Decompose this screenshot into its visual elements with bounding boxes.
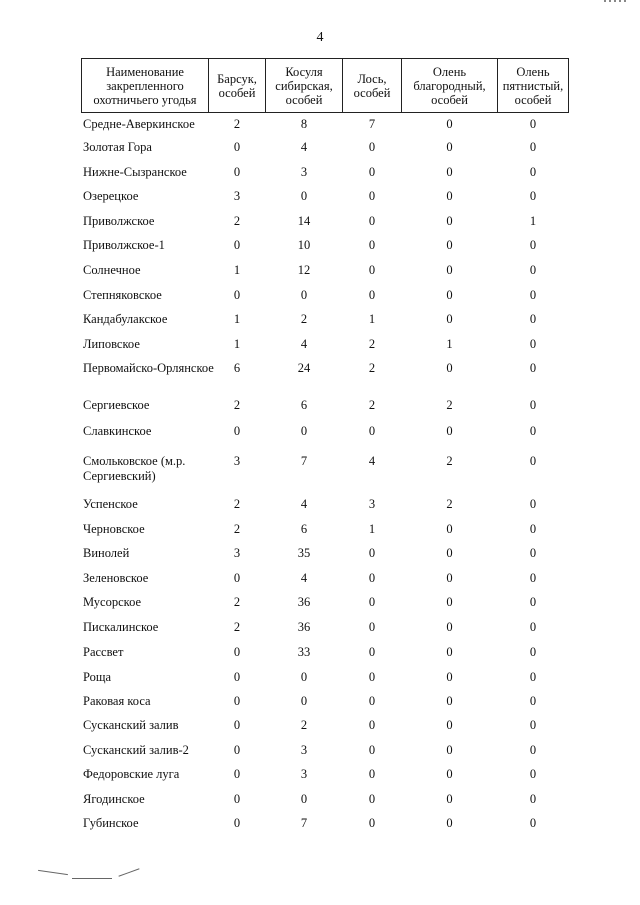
count-cell: 0 [233, 718, 241, 732]
scan-artifact-bottom [118, 868, 139, 876]
count-cell: 0 [446, 189, 453, 203]
count-cell: 0 [446, 645, 453, 659]
count-cell: 0 [529, 238, 537, 252]
header-badger: Барсук, особей [208, 58, 266, 113]
hunting-ground-name: Степняковское [83, 288, 162, 302]
count-cell: 3 [368, 497, 376, 511]
count-cell: 0 [529, 522, 537, 536]
count-cell: 0 [446, 312, 453, 326]
hunting-ground-name: Мусорское [83, 595, 142, 609]
count-cell: 0 [368, 165, 376, 179]
count-cell: 4 [300, 337, 308, 351]
count-cell: 0 [446, 571, 453, 585]
count-cell: 4 [300, 571, 308, 585]
hunting-ground-name: Смольковское (м.р. Сергиевский) [83, 454, 186, 483]
scan-artifact-bottom [38, 870, 68, 875]
count-cell: 0 [368, 288, 376, 302]
hunting-ground-name: Липовское [83, 337, 140, 351]
count-cell: 0 [368, 140, 376, 154]
hunting-ground-name: Сусканский залив-2 [83, 743, 189, 757]
count-cell: 0 [529, 165, 537, 179]
count-cell: 0 [529, 454, 537, 468]
count-cell: 0 [368, 424, 376, 438]
count-cell: 0 [300, 670, 308, 684]
count-cell: 0 [529, 117, 537, 131]
count-cell: 0 [446, 288, 453, 302]
count-cell: 0 [446, 670, 453, 684]
count-cell: 0 [529, 337, 537, 351]
count-cell: 0 [446, 117, 453, 131]
hunting-ground-name: Роща [83, 670, 112, 684]
hunting-ground-name: Винолей [83, 546, 130, 560]
count-cell: 0 [233, 767, 241, 781]
count-cell: 10 [297, 238, 311, 252]
count-cell: 1 [368, 312, 376, 326]
count-cell: 0 [529, 620, 537, 634]
count-cell: 0 [529, 645, 537, 659]
count-cell: 0 [446, 816, 453, 830]
count-cell: 3 [300, 767, 308, 781]
hunting-ground-name: Сусканский залив [83, 718, 179, 732]
hunting-ground-name: Кандабулакское [83, 312, 168, 326]
count-cell: 6 [300, 522, 308, 536]
header-sika-deer: Олень пятнистый, особей [497, 58, 569, 113]
count-cell: 2 [233, 214, 241, 228]
hunting-ground-name: Приволжское [83, 214, 155, 228]
hunting-ground-name: Солнечное [83, 263, 141, 277]
count-cell: 0 [233, 816, 241, 830]
count-cell: 0 [446, 743, 453, 757]
count-cell: 0 [368, 238, 376, 252]
count-cell: 0 [368, 792, 376, 806]
count-cell: 4 [368, 454, 376, 468]
hunting-ground-name: Приволжское-1 [83, 238, 165, 252]
count-cell: 0 [529, 398, 537, 412]
hunting-ground-name: Сергиевское [83, 398, 150, 412]
hunting-ground-name: Славкинское [83, 424, 152, 438]
header-elk: Лось, особей [342, 58, 402, 113]
count-cell: 0 [233, 670, 241, 684]
count-cell: 36 [297, 595, 311, 609]
count-cell: 0 [529, 497, 537, 511]
count-cell: 0 [233, 238, 241, 252]
count-cell: 0 [446, 263, 453, 277]
count-cell: 2 [300, 718, 308, 732]
count-cell: 2 [233, 398, 241, 412]
count-cell: 4 [300, 140, 308, 154]
count-cell: 2 [446, 398, 453, 412]
count-cell: 0 [368, 645, 376, 659]
count-cell: 0 [233, 165, 241, 179]
count-cell: 1 [233, 263, 241, 277]
count-cell: 0 [529, 546, 537, 560]
count-cell: 0 [446, 424, 453, 438]
count-cell: 2 [368, 361, 376, 375]
count-cell: 24 [297, 361, 311, 375]
table-row [0, 454, 640, 490]
count-cell: 0 [233, 288, 241, 302]
count-cell: 14 [297, 214, 311, 228]
count-cell: 0 [529, 743, 537, 757]
header-red-deer: Олень благородный, особей [401, 58, 498, 113]
count-cell: 7 [368, 117, 376, 131]
count-cell: 0 [446, 694, 453, 708]
count-cell: 6 [233, 361, 241, 375]
hunting-ground-name: Федоровские луга [83, 767, 180, 781]
count-cell: 7 [300, 816, 308, 830]
count-cell: 0 [529, 361, 537, 375]
count-cell: 8 [300, 117, 308, 131]
count-cell: 0 [300, 424, 308, 438]
count-cell: 0 [446, 165, 453, 179]
count-cell: 0 [529, 288, 537, 302]
count-cell: 0 [446, 718, 453, 732]
count-cell: 0 [368, 546, 376, 560]
count-cell: 3 [233, 189, 241, 203]
count-cell: 3 [233, 546, 241, 560]
count-cell: 0 [446, 546, 453, 560]
count-cell: 0 [368, 670, 376, 684]
count-cell: 0 [300, 694, 308, 708]
count-cell: 3 [233, 454, 241, 468]
count-cell: 0 [529, 571, 537, 585]
count-cell: 1 [368, 522, 376, 536]
count-cell: 6 [300, 398, 308, 412]
count-cell: 12 [297, 263, 311, 277]
hunting-ground-name: Успенское [83, 497, 138, 511]
count-cell: 0 [368, 595, 376, 609]
hunting-ground-name: Черновское [83, 522, 145, 536]
count-cell: 0 [233, 424, 241, 438]
count-cell: 33 [297, 645, 311, 659]
count-cell: 0 [233, 743, 241, 757]
count-cell: 2 [233, 522, 241, 536]
count-cell: 1 [529, 214, 537, 228]
count-cell: 0 [529, 312, 537, 326]
count-cell: 0 [368, 743, 376, 757]
count-cell: 0 [233, 645, 241, 659]
header-roe-deer: Косуля сибирская, особей [265, 58, 343, 113]
count-cell: 0 [368, 571, 376, 585]
count-cell: 0 [446, 792, 453, 806]
count-cell: 1 [233, 337, 241, 351]
count-cell: 2 [233, 620, 241, 634]
count-cell: 0 [446, 767, 453, 781]
count-cell: 0 [529, 424, 537, 438]
count-cell: 36 [297, 620, 311, 634]
count-cell: 2 [368, 398, 376, 412]
scan-artifact-top [604, 0, 626, 2]
count-cell: 0 [446, 238, 453, 252]
hunting-ground-name: Пискалинское [83, 620, 159, 634]
count-cell: 0 [446, 140, 453, 154]
hunting-ground-name: Ягодинское [83, 792, 145, 806]
count-cell: 2 [233, 497, 241, 511]
hunting-ground-name: Нижне-Сызранское [83, 165, 187, 179]
hunting-ground-name: Губинское [83, 816, 139, 830]
count-cell: 0 [368, 263, 376, 277]
hunting-ground-name: Средне-Аверкинское [83, 117, 195, 131]
count-cell: 0 [529, 792, 537, 806]
count-cell: 0 [368, 767, 376, 781]
count-cell: 0 [529, 189, 537, 203]
count-cell: 2 [446, 497, 453, 511]
count-cell: 2 [233, 117, 241, 131]
page-number: 4 [316, 30, 324, 45]
count-cell: 0 [529, 694, 537, 708]
count-cell: 0 [233, 571, 241, 585]
header-hunting-ground: Наименование закрепленного охотничьего угодья [81, 58, 209, 113]
count-cell: 0 [368, 214, 376, 228]
count-cell: 0 [368, 694, 376, 708]
count-cell: 2 [300, 312, 308, 326]
count-cell: 35 [297, 546, 311, 560]
hunting-ground-name: Озерецкое [83, 189, 139, 203]
table-row [0, 361, 640, 397]
count-cell: 0 [233, 140, 241, 154]
count-cell: 0 [446, 214, 453, 228]
scan-artifact-bottom [72, 878, 112, 879]
hunting-ground-name: Золотая Гора [83, 140, 152, 154]
count-cell: 1 [233, 312, 241, 326]
count-cell: 0 [446, 522, 453, 536]
count-cell: 0 [368, 189, 376, 203]
hunting-ground-name: Рассвет [83, 645, 124, 659]
hunting-ground-name: Зеленовское [83, 571, 149, 585]
count-cell: 0 [529, 718, 537, 732]
count-cell: 0 [529, 140, 537, 154]
count-cell: 3 [300, 743, 308, 757]
count-cell: 7 [300, 454, 308, 468]
count-cell: 0 [233, 792, 241, 806]
count-cell: 0 [529, 816, 537, 830]
hunting-ground-name: Раковая коса [83, 694, 151, 708]
count-cell: 0 [446, 595, 453, 609]
count-cell: 3 [300, 165, 308, 179]
count-cell: 0 [300, 189, 308, 203]
table-row [0, 816, 640, 852]
count-cell: 0 [300, 288, 308, 302]
count-cell: 0 [368, 620, 376, 634]
count-cell: 0 [300, 792, 308, 806]
count-cell: 2 [446, 454, 453, 468]
count-cell: 0 [529, 595, 537, 609]
count-cell: 0 [233, 694, 241, 708]
count-cell: 0 [529, 767, 537, 781]
count-cell: 0 [368, 718, 376, 732]
count-cell: 0 [446, 620, 453, 634]
count-cell: 2 [233, 595, 241, 609]
count-cell: 4 [300, 497, 308, 511]
count-cell: 0 [529, 670, 537, 684]
count-cell: 2 [368, 337, 376, 351]
count-cell: 1 [446, 337, 453, 351]
count-cell: 0 [529, 263, 537, 277]
hunting-ground-name: Первомайско-Орлянское [83, 361, 214, 375]
count-cell: 0 [446, 361, 453, 375]
count-cell: 0 [368, 816, 376, 830]
